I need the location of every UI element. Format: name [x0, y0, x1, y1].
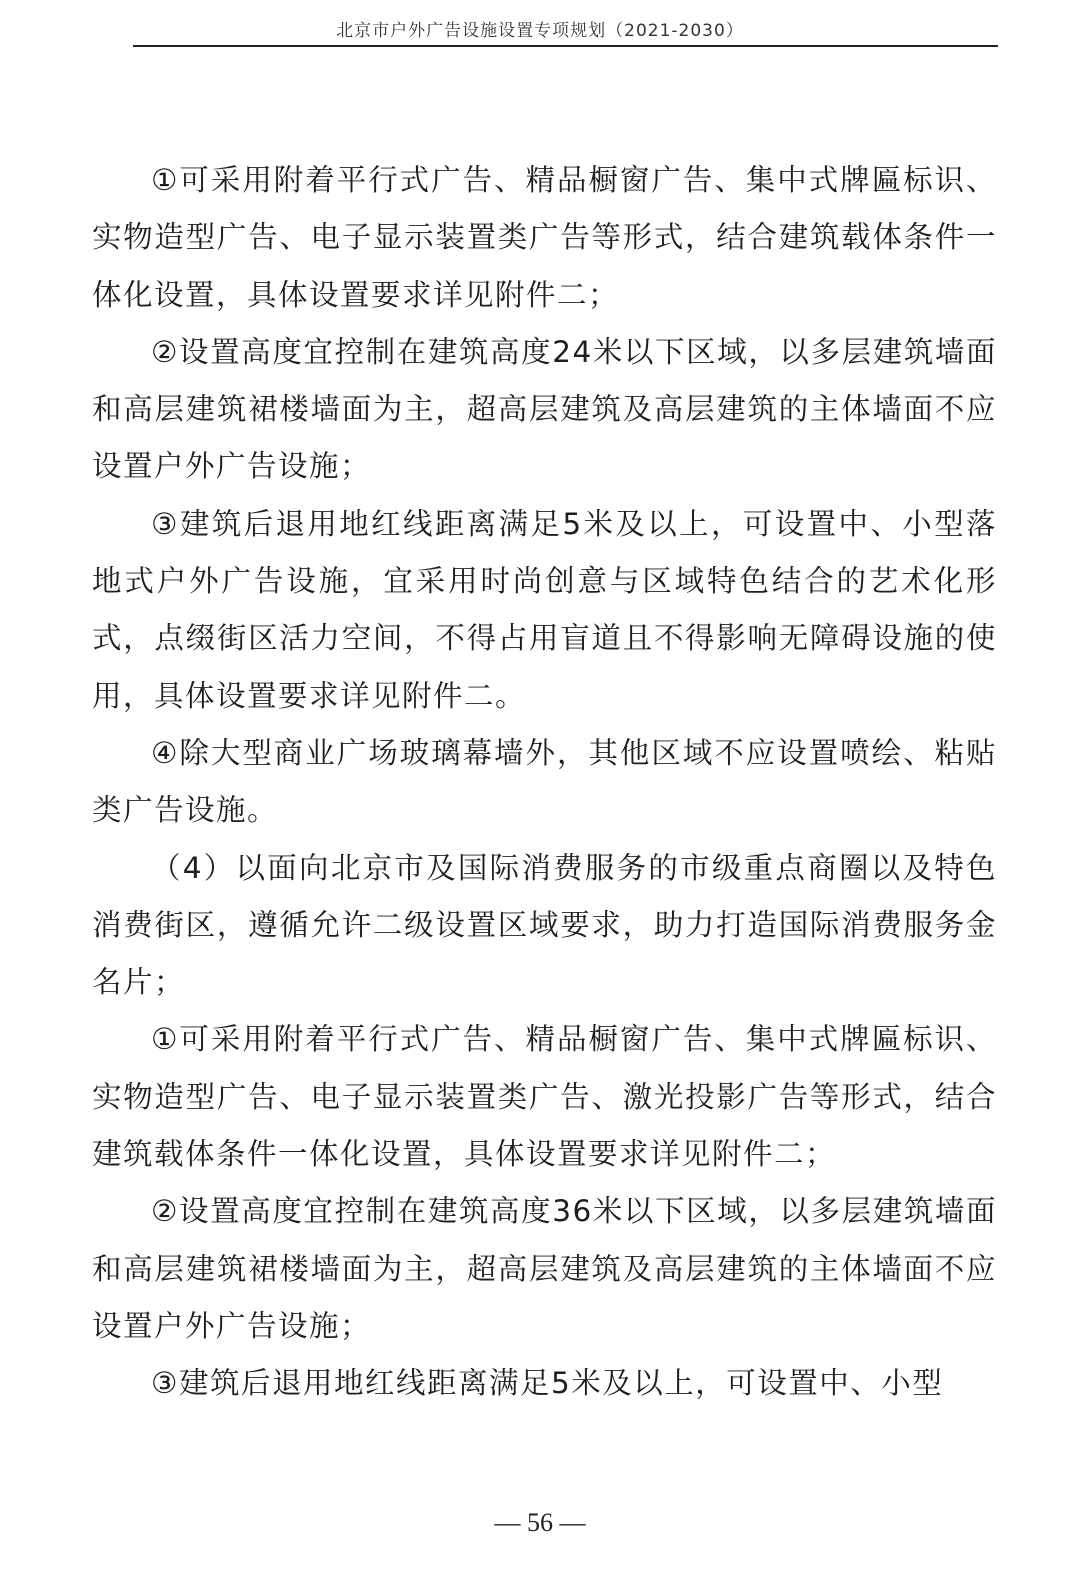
paragraph: ①可采用附着平行式广告、精品橱窗广告、集中式牌匾标识、实物造型广告、电子显示装置类广告、激光投影广告等形式，结合建筑载体条件一体化设置，具体设置要求详见附件二； [92, 1022, 997, 1172]
paragraph: ②设置高度宜控制在建筑高度36米以下区域，以多层建筑墙面和高层建筑裙楼墙面为主，超高层建筑及高层建筑的主体墙面不应设置户外广告设施； [92, 1194, 997, 1343]
paragraph: ②设置高度宜控制在建筑高度24米以下区域，以多层建筑墙面和高层建筑裙楼墙面为主，超高层建筑及高层建筑的主体墙面不应设置户外广告设施； [92, 334, 997, 484]
header-divider [133, 45, 998, 47]
page-number: — 56 — [494, 1508, 586, 1537]
document-body [92, 152, 997, 1413]
paragraph: ④除大型商业广场玻璃幕墙外，其他区域不应设置喷绘、粘贴类广告设施。 [92, 735, 997, 828]
paragraph: （4）以面向北京市及国际消费服务的市级重点商圈以及特色消费街区，遵循允许二级设置区域要求，助力打造国际消费服务金名片； [92, 850, 997, 1000]
paragraph: ③建筑后退用地红线距离满足5米及以上，可设置中、小型 [151, 1366, 944, 1401]
paragraph: ①可采用附着平行式广告、精品橱窗广告、集中式牌匾标识、实物造型广告、电子显示装置类广告等形式，结合建筑载体条件一体化设置，具体设置要求详见附件二； [92, 163, 997, 312]
page-header-title: 北京市户外广告设施设置专项规划（2021-2030） [336, 21, 744, 41]
paragraph: ③建筑后退用地红线距离满足5米及以上，可设置中、小型落地式户外广告设施，宜采用时尚创意与区域特色结合的艺术化形式，点缀街区活力空间，不得占用盲道且不得影响无障碍设施的使用，具体设置要求详见附件二。 [92, 506, 997, 713]
